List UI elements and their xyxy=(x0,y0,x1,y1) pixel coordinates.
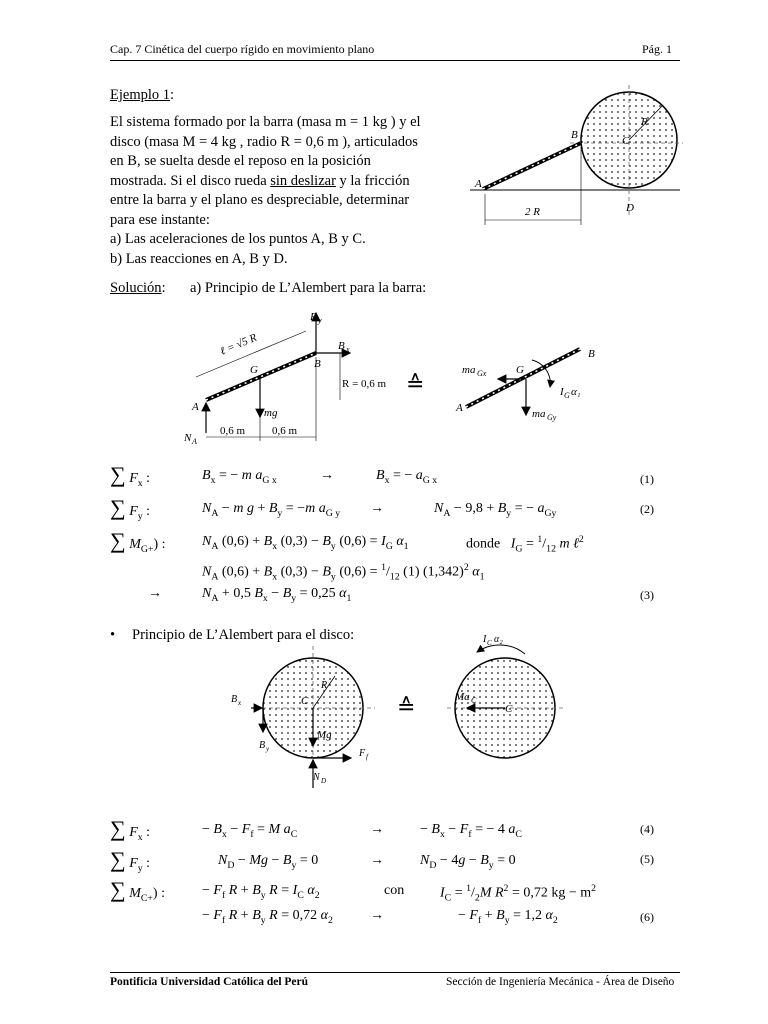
svg-text:C: C xyxy=(471,696,477,705)
solution-label: Solución: xyxy=(110,280,166,296)
svg-text:C: C xyxy=(301,695,309,707)
svg-text:Gx: Gx xyxy=(477,369,487,378)
svg-text:I: I xyxy=(560,386,564,398)
svg-text:≙: ≙ xyxy=(397,694,416,719)
svg-text:ma: ma xyxy=(532,408,546,420)
eq-2: ∑ $F_y$ : $N_A - m$ $g + B_y = -m$ $a_{G y}$ → $N_A - 9,8 + B_y$ = − $a_{Gy}$ xyxy=(110,495,557,522)
header-rule xyxy=(110,60,680,61)
eq-4-number: (4) xyxy=(640,822,654,836)
solution-part-a: a) Principio de L’Alembert para la barra: xyxy=(190,280,427,296)
eq-1-number: (1) xyxy=(640,472,654,486)
svg-text:A: A xyxy=(192,401,199,413)
svg-text:I: I xyxy=(483,634,487,645)
svg-text:f: f xyxy=(366,753,368,761)
svg-text:C: C xyxy=(505,703,513,715)
eq-3-number: (3) xyxy=(640,588,654,602)
svg-text:B: B xyxy=(571,129,578,141)
svg-text:x: x xyxy=(238,699,242,707)
svg-text:A: A xyxy=(475,178,482,190)
svg-text:0,6 m: 0,6 m xyxy=(272,425,298,437)
eq-moment-C: ∑ $M_{C+}$) : − $F_f$ $R + B_y$ $R = I_C$ $\alpha_2$ con $I_C = ^1/_2M$ $R^2 = 0,72$ kg − $m^2$ xyxy=(110,877,597,904)
svg-text:R = 0,6 m: R = 0,6 m xyxy=(342,378,387,390)
svg-text:B: B xyxy=(259,740,266,751)
eq-moment-G-sub: $N_A$ $(0,6) + B_x$ $(0,3) - B_y$ $(0,6) = ^1/_{12}$ (1) $(1,342)^2$ $\alpha_1$ xyxy=(202,562,485,583)
eq-5-number: (5) xyxy=(640,852,654,866)
svg-text:C: C xyxy=(487,639,492,647)
svg-text:B: B xyxy=(338,340,345,352)
svg-text:F: F xyxy=(359,748,366,759)
eq-1: ∑ $F_x$ : $B_x$ = − m $a_{G x}$ → $B_x$ = − $a_{G x}$ xyxy=(110,462,438,489)
svg-text:G: G xyxy=(564,391,570,400)
svg-text:N: N xyxy=(313,772,320,783)
svg-text:mg: mg xyxy=(264,407,278,419)
svg-text:x: x xyxy=(346,345,350,354)
eq-2-number: (2) xyxy=(640,502,654,516)
svg-text:ℓ = √5 R: ℓ = √5 R xyxy=(218,331,259,358)
eq-4: ∑ $F_x$ : − $B_x - F_f = M$ $a_C$ → − $B_x - F_f$ = − 4 $a_C$ xyxy=(110,816,522,843)
system-figure xyxy=(465,85,685,235)
svg-text:B: B xyxy=(314,358,321,370)
svg-text:C: C xyxy=(622,135,630,147)
page-number: Pág. 1 xyxy=(642,42,672,56)
disk-section-title: Principio de L’Alembert para el disco: xyxy=(132,627,355,643)
disk-section-bullet: • xyxy=(110,627,116,643)
svg-text:A: A xyxy=(192,437,197,446)
svg-text:G: G xyxy=(516,364,524,376)
example-title: Ejemplo 1: xyxy=(110,87,175,103)
svg-text:D: D xyxy=(321,777,327,785)
svg-text:B: B xyxy=(310,311,317,323)
svg-text:2 R: 2 R xyxy=(525,206,540,218)
eq-6: − $F_f$ $R + B_y$ R = 0,72 $\alpha_2$ → − $F_f + B_y = 1,2$ $\alpha_2$ xyxy=(202,908,558,926)
svg-text:Gy: Gy xyxy=(547,413,557,422)
footer-rule xyxy=(110,972,680,973)
svg-text:R: R xyxy=(641,116,648,128)
eq-3: → $N_A + 0,5$ $B_x - B_y = 0,25$ $\alpha_1$ xyxy=(148,586,352,604)
eq-5: ∑ $F_y$ : $N_D - Mg - B_y = 0$ → $N_D - 4g - B_y = 0$ xyxy=(110,847,516,874)
svg-text:y: y xyxy=(266,745,270,753)
bar-free-body-diagram xyxy=(180,305,610,450)
svg-text:Ma: Ma xyxy=(455,691,470,703)
example-statement: El sistema formado por la barra (masa m = 1 kg ) y el disco (masa M = 4 kg , radio R = 0,6 m ), articulados en B, se suelta desde el reposo en la posición mostrada. Si el disco rueda sin deslizar y la fricción entre la barra y el plano es despreciable, determinar para ese instante: a) Las aceleraciones de los puntos A, B y C. b) Las reacciones en A, B y D. xyxy=(110,114,421,267)
svg-text:α₂: α₂ xyxy=(494,634,503,645)
svg-text:≙: ≙ xyxy=(406,371,425,396)
svg-text:R: R xyxy=(321,680,328,691)
disk-free-body-diagram xyxy=(225,628,585,788)
svg-text:A: A xyxy=(456,402,463,414)
svg-text:Mg: Mg xyxy=(317,729,332,741)
eq-6-number: (6) xyxy=(640,910,654,924)
svg-text:G: G xyxy=(250,364,258,376)
svg-text:α₁: α₁ xyxy=(571,386,581,398)
footer-section: Sección de Ingeniería Mecánica - Área de Diseño xyxy=(446,976,675,988)
svg-text:B: B xyxy=(231,694,238,705)
svg-text:N: N xyxy=(184,432,192,444)
svg-text:B: B xyxy=(588,348,595,360)
svg-text:D: D xyxy=(626,202,634,214)
header-title: Cap. 7 Cinética del cuerpo rígido en movimiento plano xyxy=(110,42,375,56)
svg-text:0,6 m: 0,6 m xyxy=(220,425,246,437)
svg-text:y: y xyxy=(318,316,322,325)
eq-moment-G: ∑ $M_{G+}$) : $N_A$ $(0,6) + B_x$ $(0,3) - B_y$ $(0,6) = I_G$ $\alpha_1$ donde $I_G = ^1/_{12}$ m ℓ$^2$ xyxy=(110,528,584,555)
footer-university: Pontificia Universidad Católica del Perú xyxy=(110,976,309,988)
svg-text:ma: ma xyxy=(462,364,476,376)
